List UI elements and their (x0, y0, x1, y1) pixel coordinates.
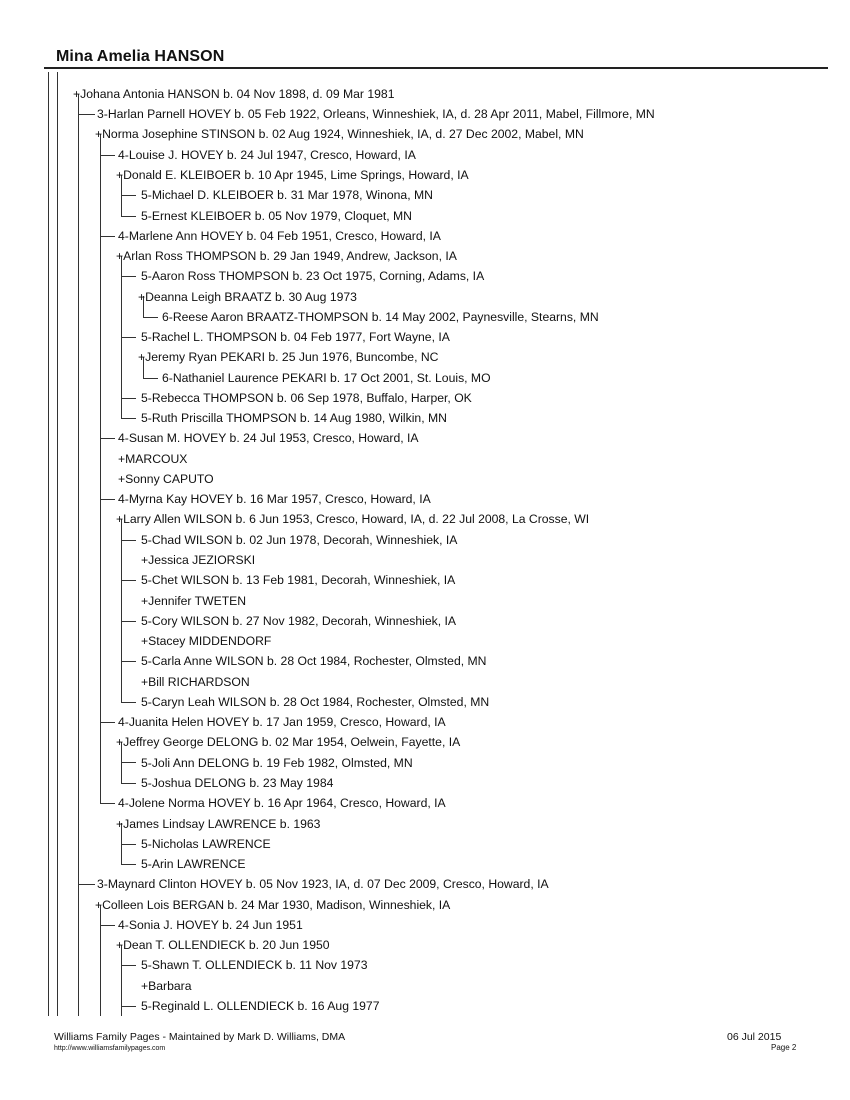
person-entry: +Colleen Lois BERGAN b. 24 Mar 1930, Madison, Winneshiek, IA (95, 898, 451, 912)
person-entry: 4-Jolene Norma HOVEY b. 16 Apr 1964, Cresco, Howard, IA (118, 796, 446, 810)
person-entry: +Bill RICHARDSON (141, 675, 250, 689)
person-entry: 4-Susan M. HOVEY b. 24 Jul 1953, Cresco, Howard, IA (118, 431, 419, 445)
person-entry: 4-Louise J. HOVEY b. 24 Jul 1947, Cresco, Howard, IA (118, 148, 416, 162)
footer-page-number: Page 2 (771, 1043, 797, 1052)
person-entry: +Barbara (141, 979, 192, 993)
person-entry: 3-Maynard Clinton HOVEY b. 05 Nov 1923, IA, d. 07 Dec 2009, Cresco, Howard, IA (97, 877, 549, 891)
footer-url[interactable]: http://www.williamsfamilypages.com (54, 1045, 166, 1052)
person-entry: +Deanna Leigh BRAATZ b. 30 Aug 1973 (138, 290, 357, 304)
person-entry: +Arlan Ross THOMPSON b. 29 Jan 1949, Andrew, Jackson, IA (116, 249, 457, 263)
footer-maintained: Williams Family Pages - Maintained by Mark D. Williams, DMA (54, 1031, 346, 1043)
person-entry: +Larry Allen WILSON b. 6 Jun 1953, Cresco, Howard, IA, d. 22 Jul 2008, La Crosse, WI (116, 512, 590, 526)
person-entry: 4-Juanita Helen HOVEY b. 17 Jan 1959, Cresco, Howard, IA (118, 715, 446, 729)
page-title: Mina Amelia HANSON (56, 48, 225, 65)
person-entry: 3-Harlan Parnell HOVEY b. 05 Feb 1922, Orleans, Winneshiek, IA, d. 28 Apr 2011, Mabel, Fillmore, MN (97, 107, 655, 121)
person-entry: +Jennifer TWETEN (141, 594, 247, 608)
person-entry: 5-Reginald L. OLLENDIECK b. 16 Aug 1977 (141, 999, 380, 1013)
person-entry: 6-Reese Aaron BRAATZ-THOMPSON b. 14 May 2002, Paynesville, Stearns, MN (162, 310, 599, 324)
person-entry: 5-Chad WILSON b. 02 Jun 1978, Decorah, Winneshiek, IA (141, 533, 458, 547)
person-entry: 5-Joshua DELONG b. 23 May 1984 (141, 776, 334, 790)
person-entry: 6-Nathaniel Laurence PEKARI b. 17 Oct 2001, St. Louis, MO (162, 371, 491, 385)
person-entry: +Jeremy Ryan PEKARI b. 25 Jun 1976, Buncombe, NC (138, 350, 439, 364)
person-entry: 5-Rebecca THOMPSON b. 06 Sep 1978, Buffalo, Harper, OK (141, 391, 472, 405)
person-entry: +Jessica JEZIORSKI (141, 553, 256, 567)
footer-date: 06 Jul 2015 (727, 1031, 782, 1043)
person-entry: 5-Caryn Leah WILSON b. 28 Oct 1984, Rochester, Olmsted, MN (141, 695, 490, 709)
person-entry: +MARCOUX (118, 452, 188, 466)
person-entry: 5-Ernest KLEIBOER b. 05 Nov 1979, Cloquet, MN (141, 209, 412, 223)
person-entry: 5-Michael D. KLEIBOER b. 31 Mar 1978, Winona, MN (141, 188, 433, 202)
person-entry: +James Lindsay LAWRENCE b. 1963 (116, 817, 321, 831)
person-entry: 5-Aaron Ross THOMPSON b. 23 Oct 1975, Corning, Adams, IA (141, 269, 485, 283)
person-entry: 4-Sonia J. HOVEY b. 24 Jun 1951 (118, 918, 303, 932)
person-entry: 5-Chet WILSON b. 13 Feb 1981, Decorah, Winneshiek, IA (141, 573, 456, 587)
person-entry: 5-Shawn T. OLLENDIECK b. 11 Nov 1973 (141, 958, 368, 972)
person-entry: 5-Joli Ann DELONG b. 19 Feb 1982, Olmsted, MN (141, 756, 413, 770)
person-entry: +Johana Antonia HANSON b. 04 Nov 1898, d. 09 Mar 1981 (73, 87, 395, 101)
person-entry: +Jeffrey George DELONG b. 02 Mar 1954, Oelwein, Fayette, IA (116, 735, 461, 749)
person-entry: +Stacey MIDDENDORF (141, 634, 272, 648)
person-entry: 4-Myrna Kay HOVEY b. 16 Mar 1957, Cresco, Howard, IA (118, 492, 431, 506)
title-rule (44, 67, 828, 69)
person-entry: 5-Carla Anne WILSON b. 28 Oct 1984, Rochester, Olmsted, MN (141, 654, 487, 668)
person-entry: +Norma Josephine STINSON b. 02 Aug 1924, Winneshiek, IA, d. 27 Dec 2002, Mabel, MN (95, 127, 584, 141)
person-entry: +Sonny CAPUTO (118, 472, 214, 486)
person-entry: 5-Nicholas LAWRENCE (141, 837, 271, 851)
person-entry: +Donald E. KLEIBOER b. 10 Apr 1945, Lime Springs, Howard, IA (116, 168, 469, 182)
person-entry: 5-Ruth Priscilla THOMPSON b. 14 Aug 1980, Wilkin, MN (141, 411, 447, 425)
person-entry: 5-Rachel L. THOMPSON b. 04 Feb 1977, Fort Wayne, IA (141, 330, 450, 344)
person-entry: +Dean T. OLLENDIECK b. 20 Jun 1950 (116, 938, 330, 952)
person-entry: 4-Marlene Ann HOVEY b. 04 Feb 1951, Cresco, Howard, IA (118, 229, 441, 243)
person-entry: 5-Cory WILSON b. 27 Nov 1982, Decorah, Winneshiek, IA (141, 614, 456, 628)
person-entry: 5-Arin LAWRENCE (141, 857, 246, 871)
